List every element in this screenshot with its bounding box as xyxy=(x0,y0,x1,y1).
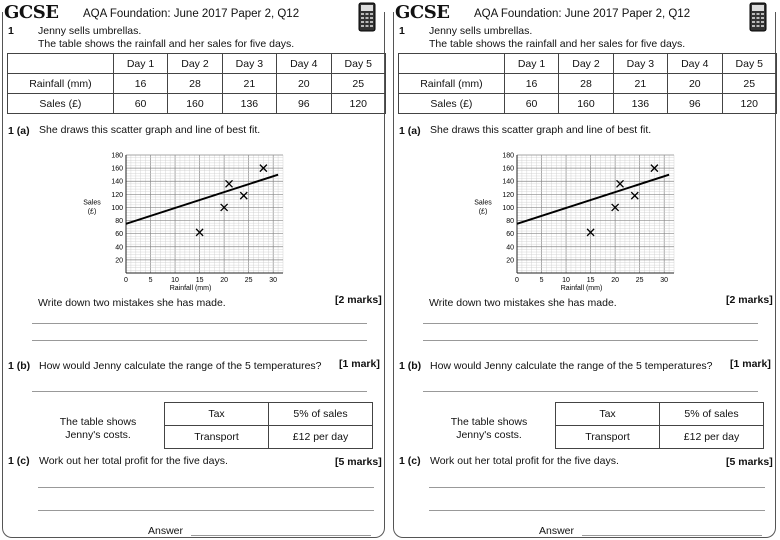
y-axis-unit: (£) xyxy=(87,208,97,216)
y-tick-label: 100 xyxy=(502,204,514,212)
table-header: Day 5 xyxy=(331,54,385,74)
part-b-label: 1 (b) xyxy=(399,360,422,372)
table-row xyxy=(399,54,777,74)
table-row xyxy=(165,426,373,449)
intro-line-2: The table shows the rainfall and her sales for five days. xyxy=(38,38,295,50)
x-axis-label: Rainfall (mm) xyxy=(560,285,603,292)
answer-line[interactable] xyxy=(423,323,758,324)
x-tick-label: 10 xyxy=(171,277,179,284)
gcse-logo: GCSE xyxy=(4,2,62,23)
y-axis-unit: (£) xyxy=(478,208,488,216)
y-tick-label: 80 xyxy=(115,218,123,226)
table-cell: £12 per day xyxy=(660,426,764,449)
row-label: Sales (£) xyxy=(399,94,505,114)
table-cell: 96 xyxy=(277,94,331,114)
gcse-logo: GCSE xyxy=(395,2,453,23)
y-tick-label: 160 xyxy=(111,165,123,173)
table-cell: 20 xyxy=(668,74,722,94)
answer-label: Answer xyxy=(148,525,184,537)
best-fit-line xyxy=(517,175,669,224)
question-number: 1 xyxy=(8,25,14,37)
paper-title: AQA Foundation: June 2017 Paper 2, Q12 xyxy=(470,8,694,20)
y-tick-label: 60 xyxy=(115,231,123,239)
costs-table xyxy=(555,402,764,449)
answer-line[interactable] xyxy=(423,391,758,392)
part-a-text: She draws this scatter graph and line of best fit. xyxy=(430,124,652,136)
calculator-icon xyxy=(749,2,767,32)
answer-line[interactable] xyxy=(32,340,367,341)
table-cell: 28 xyxy=(168,74,222,94)
costs-caption-line: Jenny's costs. xyxy=(65,429,131,441)
intro-line-1: Jenny sells umbrellas. xyxy=(429,25,533,37)
table-header: Day 3 xyxy=(613,54,667,74)
answer-line[interactable] xyxy=(582,535,762,536)
table-header: Day 5 xyxy=(722,54,776,74)
answer-line[interactable] xyxy=(32,391,367,392)
worksheet-right xyxy=(393,0,777,536)
table-cell: 120 xyxy=(722,94,776,114)
costs-caption-line: The table shows xyxy=(450,416,528,428)
table-cell: 96 xyxy=(668,94,722,114)
table-header: Day 1 xyxy=(113,54,167,74)
x-tick-label: 5 xyxy=(148,277,153,284)
table-row xyxy=(165,403,373,426)
worksheet-left xyxy=(2,0,386,536)
table-cell: 16 xyxy=(504,74,558,94)
table-row xyxy=(399,94,777,114)
table-cell xyxy=(399,54,505,74)
costs-caption-line: The table shows xyxy=(59,416,137,428)
table-cell: 28 xyxy=(559,74,613,94)
answer-label: Answer xyxy=(539,525,575,537)
table-cell: Transport xyxy=(165,426,269,449)
x-tick-label: 25 xyxy=(244,277,253,284)
row-label: Rainfall (mm) xyxy=(399,74,505,94)
y-tick-label: 120 xyxy=(111,191,123,199)
paper-title: AQA Foundation: June 2017 Paper 2, Q12 xyxy=(79,8,303,20)
part-a-marks: [2 marks] xyxy=(335,294,382,306)
calculator-icon xyxy=(358,2,376,32)
intro-line-2: The table shows the rainfall and her sales for five days. xyxy=(429,38,686,50)
y-tick-label: 80 xyxy=(506,218,514,226)
table-cell: 160 xyxy=(168,94,222,114)
table-cell: 21 xyxy=(222,74,276,94)
answer-line[interactable] xyxy=(32,323,367,324)
answer-line[interactable] xyxy=(423,340,758,341)
best-fit-line xyxy=(126,175,278,224)
part-c-label: 1 (c) xyxy=(399,455,421,467)
y-tick-label: 160 xyxy=(502,165,514,173)
x-tick-label: 15 xyxy=(586,277,595,284)
part-a-marks: [2 marks] xyxy=(726,294,773,306)
working-line[interactable] xyxy=(38,487,374,488)
part-a-prompt: Write down two mistakes she has made. xyxy=(429,297,617,309)
row-label: Sales (£) xyxy=(8,94,114,114)
table-row xyxy=(8,54,386,74)
y-tick-label: 60 xyxy=(506,231,514,239)
table-header: Day 2 xyxy=(559,54,613,74)
table-cell: 136 xyxy=(222,94,276,114)
table-cell: £12 per day xyxy=(269,426,373,449)
table-cell: 25 xyxy=(331,74,385,94)
y-tick-label: 20 xyxy=(115,257,123,265)
table-cell: Transport xyxy=(556,426,660,449)
x-axis-label: Rainfall (mm) xyxy=(169,285,212,292)
table-row xyxy=(556,403,764,426)
part-c-marks: [5 marks] xyxy=(726,456,773,468)
y-tick-label: 180 xyxy=(111,152,123,160)
y-tick-label: 20 xyxy=(506,257,514,265)
table-header: Day 2 xyxy=(168,54,222,74)
x-tick-label: 30 xyxy=(660,277,669,284)
part-b-marks: [1 mark] xyxy=(339,358,380,370)
table-cell: 60 xyxy=(504,94,558,114)
x-tick-label: 5 xyxy=(539,277,544,284)
y-tick-label: 120 xyxy=(502,191,514,199)
answer-line[interactable] xyxy=(191,535,371,536)
row-label: Rainfall (mm) xyxy=(8,74,114,94)
table-header: Day 4 xyxy=(277,54,331,74)
y-tick-label: 100 xyxy=(111,204,123,212)
y-tick-label: 140 xyxy=(111,178,123,186)
table-header: Day 4 xyxy=(668,54,722,74)
x-tick-label: 0 xyxy=(124,277,128,284)
part-c-text: Work out her total profit for the five days. xyxy=(430,455,619,467)
y-tick-label: 140 xyxy=(502,178,514,186)
x-tick-label: 20 xyxy=(611,277,620,284)
question-number: 1 xyxy=(399,25,405,37)
table-cell: 160 xyxy=(559,94,613,114)
rainfall-sales-table xyxy=(398,53,777,114)
y-tick-label: 180 xyxy=(502,152,514,160)
table-row xyxy=(556,426,764,449)
part-c-text: Work out her total profit for the five days. xyxy=(39,455,228,467)
table-cell: 60 xyxy=(113,94,167,114)
part-b-text: How would Jenny calculate the range of the 5 temperatures? xyxy=(430,360,713,372)
y-axis-label: Sales xyxy=(474,199,492,207)
y-tick-label: 40 xyxy=(115,244,123,252)
working-line[interactable] xyxy=(429,510,765,511)
part-c-marks: [5 marks] xyxy=(335,456,382,468)
costs-table xyxy=(164,402,373,449)
part-a-label: 1 (a) xyxy=(399,125,421,137)
table-cell: 136 xyxy=(613,94,667,114)
table-cell: 5% of sales xyxy=(660,403,764,426)
part-b-text: How would Jenny calculate the range of the 5 temperatures? xyxy=(39,360,322,372)
costs-caption xyxy=(443,416,535,442)
x-tick-label: 25 xyxy=(635,277,644,284)
part-a-text: She draws this scatter graph and line of best fit. xyxy=(39,124,261,136)
scatter-graph xyxy=(82,145,292,295)
table-header: Day 1 xyxy=(504,54,558,74)
table-cell: 16 xyxy=(113,74,167,94)
part-b-marks: [1 mark] xyxy=(730,358,771,370)
working-line[interactable] xyxy=(38,510,374,511)
part-a-label: 1 (a) xyxy=(8,125,30,137)
working-line[interactable] xyxy=(429,487,765,488)
x-tick-label: 20 xyxy=(220,277,229,284)
table-cell: 120 xyxy=(331,94,385,114)
table-cell xyxy=(8,54,114,74)
x-tick-label: 30 xyxy=(269,277,278,284)
part-a-prompt: Write down two mistakes she has made. xyxy=(38,297,226,309)
table-cell: 25 xyxy=(722,74,776,94)
costs-caption xyxy=(52,416,144,442)
scatter-graph xyxy=(473,145,683,295)
costs-caption-line: Jenny's costs. xyxy=(456,429,522,441)
table-cell: Tax xyxy=(165,403,269,426)
y-axis-label: Sales xyxy=(83,199,101,207)
part-b-label: 1 (b) xyxy=(8,360,31,372)
rainfall-sales-table xyxy=(7,53,386,114)
x-tick-label: 10 xyxy=(562,277,570,284)
x-tick-label: 15 xyxy=(195,277,204,284)
table-cell: 5% of sales xyxy=(269,403,373,426)
table-cell: Tax xyxy=(556,403,660,426)
table-cell: 20 xyxy=(277,74,331,94)
y-tick-label: 40 xyxy=(506,244,514,252)
table-row xyxy=(8,74,386,94)
table-cell: 21 xyxy=(613,74,667,94)
intro-line-1: Jenny sells umbrellas. xyxy=(38,25,142,37)
table-header: Day 3 xyxy=(222,54,276,74)
part-c-label: 1 (c) xyxy=(8,455,30,467)
table-row xyxy=(8,94,386,114)
table-row xyxy=(399,74,777,94)
x-tick-label: 0 xyxy=(515,277,519,284)
